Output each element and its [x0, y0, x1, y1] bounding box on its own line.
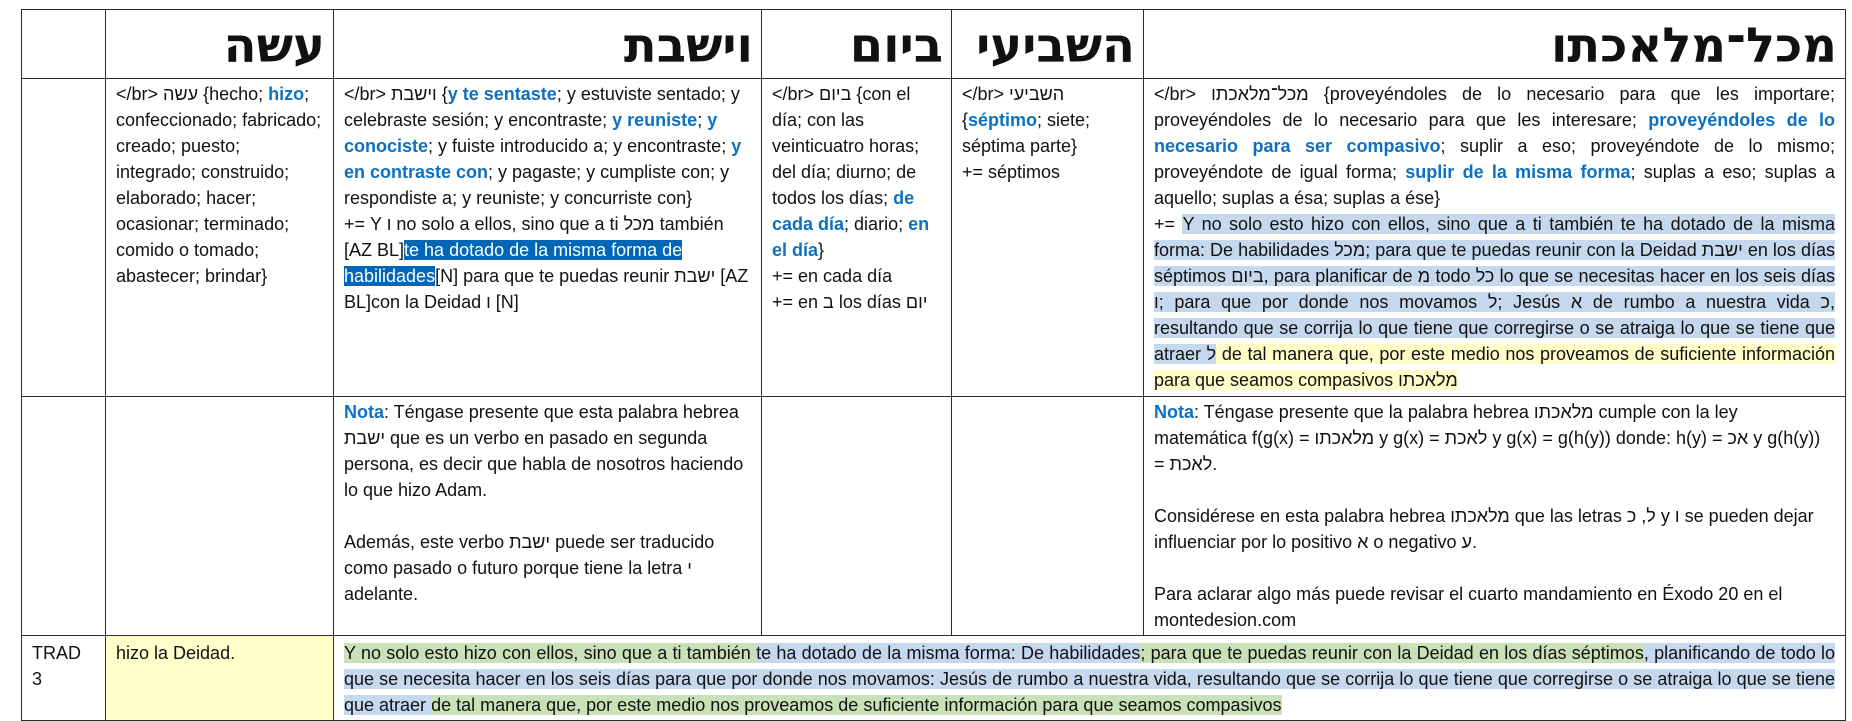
note-text: : Téngase presente que esta palabra hebrea ישבת que es un verbo en pasado en segunda persona, es decir que habla de nosotros haciendo lo que hizo Adam. [344, 402, 744, 500]
def-text: ; siete; séptima parte} [962, 110, 1091, 156]
definition-vayishbot [334, 79, 762, 397]
row-label-empty [22, 397, 106, 636]
def-highlight: proveyéndoles de lo necesario para ser compasivo [1154, 110, 1835, 156]
note-text: Para aclarar algo más puede revisar el cuarto mandamiento en Éxodo 20 en el montedesion.com [1154, 584, 1783, 630]
def-text: } [818, 240, 825, 260]
note-vayishbot [334, 397, 762, 636]
def-text: ; confeccionado; fabricado; creado; puesto; integrado; construido; elaborado; hacer; ocasionar; terminado; comido o tomado; abastecer; brindar} [116, 84, 322, 286]
row-label-empty [22, 79, 106, 397]
translation-table [21, 9, 1846, 721]
def-text: </br> ביום {con el día; con las veinticuatro horas; del día; diurno; de todos los días; [772, 84, 920, 208]
trad3-segment: de tal manera que, por este medio nos proveamos de suficiente información para que seamos compasivos [431, 695, 1282, 715]
hebrew-word-hashvii: השביעי [952, 10, 1144, 79]
trad3-segment: te ha dotado de la misma forma: De habilidades [756, 643, 1141, 663]
header-empty-cell [22, 10, 106, 79]
translation-prefix: += [1154, 214, 1183, 234]
def-text: ; y pagaste; y cumpliste con; y respondiste a; y reuniste; y concurriste con} [344, 162, 730, 208]
translation-note: += séptimos [962, 162, 1061, 182]
translation-note: [N] para que te puedas reunir ישבת [AZ BL]con la Deidad ו [N] [344, 266, 749, 312]
definition-mikol-melachto [1144, 79, 1846, 397]
notes-row [22, 397, 1846, 636]
def-text: </br> עשה {hecho; [116, 84, 269, 104]
note-empty [952, 397, 1144, 636]
def-text: </br> השביעי { [962, 84, 1065, 130]
def-highlight: en el día [772, 214, 930, 260]
hebrew-word-bayom: ביום [762, 10, 952, 79]
hebrew-word-asah: עשה [106, 10, 334, 79]
def-text: ; suplas a eso; suplas a aquello; suplas a ésa; suplas a ése} [1154, 162, 1835, 208]
def-highlight: y conociste [344, 110, 718, 156]
def-highlight: séptimo [968, 110, 1038, 130]
definition-bayom [762, 79, 952, 397]
trad3-asah: hizo la Deidad. [106, 636, 334, 721]
def-highlight: y en contraste con [344, 136, 742, 182]
header-row [22, 10, 1846, 79]
trad3-segment: , planificando de todo lo que se necesita hacer en los seis días para que por donde nos movamos: Jesús de rumbo a nuestra vida, resultando que se corrija lo que tiene que corregirse o se atraiga lo que se tiene que atraer [344, 643, 1836, 715]
note-mikol-melachto [1144, 397, 1846, 636]
def-highlight: y te sentaste [447, 84, 557, 104]
note-text: Considérese en esta palabra hebrea מלאכתו que las letras ל, כ y ו se pueden dejar influenciar por lo positivo א o negativo ע. [1154, 506, 1814, 552]
def-highlight: de cada día [772, 188, 915, 234]
trad3-segment: Y no solo esto hizo con ellos, sino que a ti también [344, 643, 757, 663]
note-text: : Téngase presente que la palabra hebrea מלאכתו cumple con la ley matemática f(g(x) = מלאכתו y g(x) = לאכת y g(x) = g(h(y)) donde: h(y) = אכ y g(h(y)) = לאכת. [1154, 402, 1821, 474]
note-empty [106, 397, 334, 636]
def-text: ; diario; [844, 214, 909, 234]
def-highlight: y reuniste [612, 110, 698, 130]
note-label: Nota [1154, 402, 1194, 422]
def-text: ; suplir a eso; proveyéndote de lo mismo; proveyéndote de igual forma; [1154, 136, 1835, 182]
def-text: ; [697, 110, 708, 130]
def-text: ; y fuiste introducido a; y encontraste; [428, 136, 732, 156]
def-text: ; y estuviste sentado; y celebraste sesión; y encontraste; [344, 84, 740, 130]
trad3-label: TRAD 3 [22, 636, 106, 721]
trad3-row [22, 636, 1846, 721]
hebrew-word-vayishbot: וישבת [334, 10, 762, 79]
def-text: </br> מכל־מלאכתו {proveyéndoles de lo necesario para que les importare; proveyéndoles de lo necesario para que les interesare; [1154, 84, 1835, 130]
definition-asah [106, 79, 334, 397]
definitions-row [22, 79, 1846, 397]
definition-hashvii [952, 79, 1144, 397]
trad3-translation [334, 636, 1846, 721]
trad3-segment: ; para que te puedas reunir con la Deidad en los días séptimos [1140, 643, 1644, 663]
def-highlight: hizo [268, 84, 305, 104]
note-empty [762, 397, 952, 636]
note-text: Además, este verbo ישבת puede ser traducido como pasado o futuro porque tiene la letra י adelante. [344, 532, 715, 604]
translation-note: += en cada día [772, 266, 893, 286]
translation-note: += en ב los días יום [772, 292, 928, 312]
translation-note: += Y ו no solo a ellos, sino que a ti מכל también [AZ BL] [344, 214, 724, 260]
selected-text[interactable]: te ha dotado de la misma forma de habilidades [344, 240, 683, 286]
highlighted-translation: Y no solo esto hizo con ellos, sino que a ti también te ha dotado de la misma forma: De habilidades מכל; para que te puedas reunir con la Deidad ישבת en los días séptimos ביום, para planificar de מ todo כל lo que se necesitas hacer en los seis días ו; para que por donde nos movamos ל; Jesús א de rumbo a nuestra vida כ, resultando que se corrija lo que tiene que corregirse o se atraiga lo que se tiene que atraer ל [1154, 214, 1835, 364]
def-text: </br> וישבת { [344, 84, 448, 104]
hebrew-word-mikol-melachto: מכל־מלאכתו [1144, 10, 1846, 79]
def-highlight: suplir de la misma forma [1405, 162, 1631, 182]
note-label: Nota [344, 402, 384, 422]
highlighted-translation: de tal manera que, por este medio nos proveamos de suficiente información para que seamos compasivos מלאכתו [1154, 344, 1836, 390]
